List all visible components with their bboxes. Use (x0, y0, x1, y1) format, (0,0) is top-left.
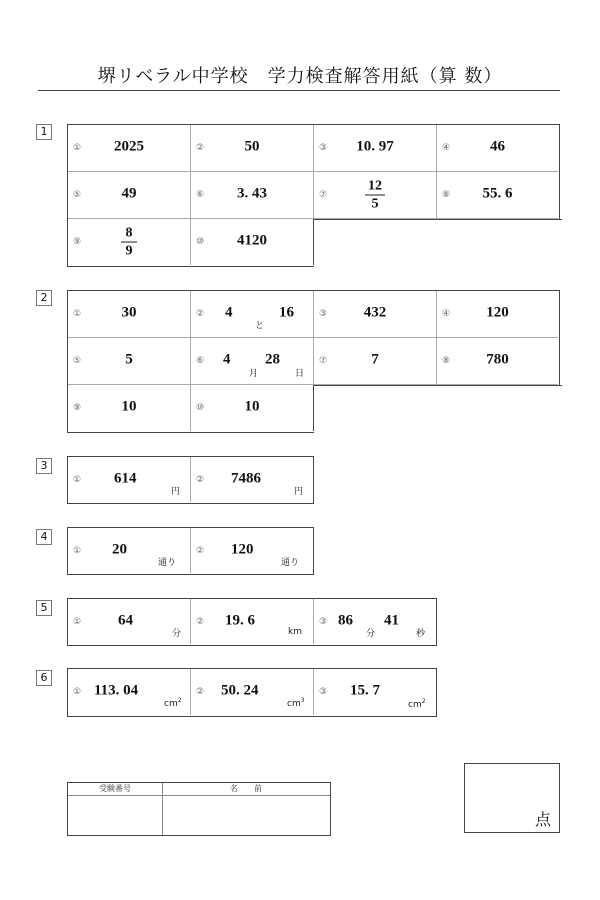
name-label: 名 前 (162, 783, 330, 796)
unit-exponent: 2 (421, 698, 426, 705)
fraction-answer (68, 226, 190, 259)
answer-value: 10 (244, 398, 260, 415)
item-number: ① (73, 474, 82, 485)
section-label-4: 4 (36, 529, 52, 545)
answer-cell[interactable] (191, 385, 314, 431)
answer-table-6 (67, 668, 437, 717)
answer-table-1 (67, 124, 560, 267)
answer-value-a: 4 (225, 304, 233, 321)
item-number: ⑩ (196, 403, 205, 413)
minutes-unit: 分 (366, 629, 376, 639)
answer-cell[interactable] (314, 291, 437, 338)
answer-value: 49 (121, 185, 137, 202)
joiner-text: と (255, 321, 265, 331)
score-box[interactable] (464, 763, 560, 833)
name-field[interactable] (163, 796, 330, 835)
score-unit-label: 点 (534, 810, 551, 829)
answer-value: 5 (125, 351, 133, 368)
answer-value-b: 16 (279, 304, 294, 321)
answer-value: 3. 43 (237, 185, 267, 202)
item-number: ② (196, 309, 205, 319)
answer-cell[interactable] (314, 669, 435, 715)
answer-value: 7486 (231, 470, 261, 487)
section-label-1: 1 (36, 124, 52, 140)
answer-cell[interactable] (191, 219, 314, 265)
answer-value: 4120 (237, 232, 267, 249)
answer-cell[interactable] (191, 338, 314, 385)
answer-value: 113. 04 (94, 682, 139, 699)
answer-value: 614 (114, 470, 137, 487)
answer-cell[interactable] (191, 172, 314, 219)
item-number: ② (196, 143, 205, 153)
answer-value: 15. 7 (350, 682, 380, 699)
answer-cell[interactable] (68, 291, 191, 338)
fraction-bar (365, 195, 385, 196)
answer-unit: 円 (171, 487, 181, 497)
item-number: ⑤ (73, 356, 82, 366)
answer-table-2 (67, 290, 560, 433)
seconds-unit: 秒 (416, 629, 426, 639)
title-divider (38, 90, 560, 91)
item-number: ① (73, 545, 82, 556)
answer-value: 7 (371, 351, 379, 368)
item-number: ③ (319, 687, 328, 697)
answer-cell[interactable] (191, 669, 314, 715)
answer-cell[interactable] (314, 125, 437, 172)
unit-base: cm (408, 700, 422, 710)
answer-cell[interactable] (68, 599, 191, 644)
item-number: ② (196, 687, 205, 697)
answer-cell[interactable] (68, 219, 191, 265)
examinee-info-box (67, 782, 331, 836)
item-number: ③ (319, 309, 328, 319)
item-number: ① (73, 687, 82, 697)
answer-value: 10. 97 (356, 138, 394, 155)
answer-value: 432 (363, 304, 387, 321)
day-unit: 日 (295, 369, 305, 379)
answer-unit (287, 697, 305, 709)
answer-table-4 (67, 527, 314, 575)
day-value: 28 (265, 351, 280, 368)
answer-value: 10 (121, 398, 137, 415)
answer-cell[interactable] (314, 338, 437, 385)
answer-unit: 分 (172, 629, 182, 639)
fraction-numerator: 8 (125, 225, 133, 241)
item-number: ⑩ (196, 237, 205, 247)
exam-number-label: 受験番号 (68, 783, 162, 796)
answer-cell[interactable] (68, 172, 191, 219)
item-number: ⑥ (196, 356, 205, 366)
section-label-2: 2 (36, 290, 52, 306)
answer-cell[interactable] (68, 528, 191, 573)
answer-value: 20 (112, 541, 127, 558)
answer-cell[interactable] (191, 599, 314, 644)
answer-table-5 (67, 598, 437, 646)
answer-value: 50 (244, 138, 260, 155)
item-number: ② (196, 616, 205, 627)
answer-table-3 (67, 456, 314, 504)
answer-cell[interactable] (437, 172, 558, 219)
item-number: ① (73, 309, 82, 319)
unit-exponent: 2 (177, 697, 182, 704)
item-number: ② (196, 474, 205, 485)
fraction-denominator: 9 (125, 243, 133, 259)
answer-cell[interactable] (437, 291, 558, 338)
empty-area (314, 219, 562, 269)
item-number: ⑧ (442, 190, 451, 200)
item-number: ⑨ (73, 237, 82, 247)
unit-base: cm (287, 699, 301, 709)
answer-cell[interactable] (191, 457, 312, 502)
item-number: ⑤ (73, 190, 82, 200)
unit-base: cm (164, 699, 178, 709)
answer-cell[interactable] (191, 291, 314, 338)
fraction-numerator: 12 (368, 178, 382, 194)
item-number: ⑧ (442, 356, 451, 366)
answer-value: 120 (231, 541, 254, 558)
answer-unit: 通り (281, 558, 300, 568)
answer-cell[interactable] (191, 528, 312, 573)
fraction-bar (121, 242, 137, 243)
page-title: 堺リベラル中学校 学力検査解答用紙（算 数） (97, 66, 503, 87)
answer-unit: 通り (158, 558, 177, 568)
answer-value: 50. 24 (221, 682, 259, 699)
answer-value: 120 (486, 304, 509, 321)
answer-value: 64 (118, 612, 133, 629)
answer-value: 30 (121, 304, 137, 321)
empty-area (314, 385, 562, 435)
answer-cell[interactable] (437, 338, 558, 385)
item-number: ① (73, 143, 82, 153)
section-label-3: 3 (36, 458, 52, 474)
item-number: ③ (319, 143, 328, 153)
fraction-answer (314, 179, 436, 212)
answer-cell[interactable] (68, 385, 191, 431)
fraction-denominator: 5 (371, 196, 379, 212)
answer-cell[interactable] (68, 338, 191, 385)
section-label-5: 5 (36, 600, 52, 616)
item-number: ② (196, 545, 205, 556)
item-number: ⑨ (73, 403, 82, 413)
answer-unit: 円 (294, 487, 304, 497)
answer-unit (164, 697, 182, 709)
item-number: ④ (442, 309, 451, 319)
minutes-value: 86 (338, 612, 353, 629)
month-unit: 月 (249, 369, 259, 379)
answer-cell[interactable] (68, 125, 191, 172)
seconds-value: 41 (384, 612, 399, 629)
answer-cell[interactable] (191, 125, 314, 172)
item-number: ③ (319, 616, 328, 627)
answer-value: 2025 (114, 138, 144, 155)
item-number: ⑥ (196, 190, 205, 200)
section-label-6: 6 (36, 670, 52, 686)
answer-value: 46 (490, 138, 505, 155)
item-number: ① (73, 616, 82, 627)
unit-exponent: 3 (300, 697, 305, 704)
answer-value: 780 (486, 351, 509, 368)
answer-cell[interactable] (314, 172, 437, 219)
answer-value: 19. 6 (225, 612, 255, 629)
answer-cell[interactable] (437, 125, 558, 172)
answer-value: 55. 6 (482, 185, 513, 202)
answer-cell[interactable] (314, 599, 435, 644)
answer-cell[interactable] (68, 457, 191, 502)
answer-cell[interactable] (68, 669, 191, 715)
item-number: ⑦ (319, 190, 328, 200)
item-number: ⑦ (319, 356, 328, 366)
answer-unit (408, 698, 426, 710)
exam-number-field[interactable] (68, 796, 162, 835)
answer-unit: km (288, 627, 302, 637)
month-value: 4 (223, 351, 231, 368)
item-number: ④ (442, 143, 451, 153)
